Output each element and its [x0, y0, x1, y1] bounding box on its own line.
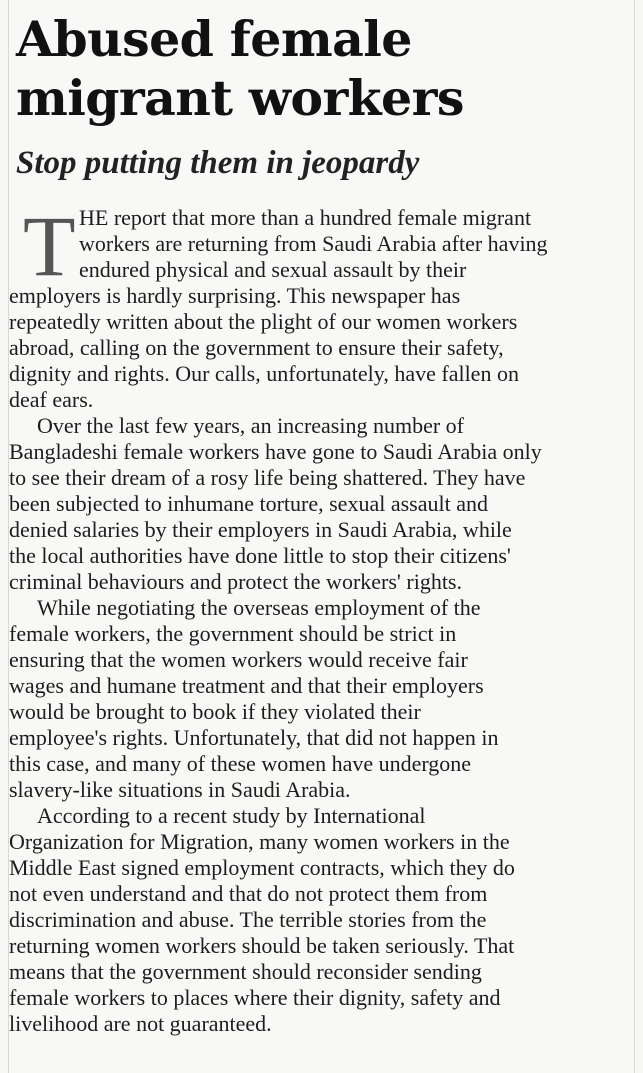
- article-line: been subjected to inhumane torture, sexual assault and: [9, 491, 488, 516]
- subheadline: Stop putting them in jeopardy: [16, 145, 420, 181]
- article-line: Over the last few years, an increasing number of: [37, 413, 465, 438]
- article-line: slavery-like situations in Saudi Arabia.: [9, 777, 351, 802]
- article-line: wages and humane treatment and that their employers: [9, 673, 484, 698]
- article-line: While negotiating the overseas employment of the: [37, 595, 481, 620]
- article-line: Bangladeshi female workers have gone to Saudi Arabia only: [9, 439, 542, 464]
- article-body: [9, 198, 636, 1037]
- article-line: returning women workers should be taken seriously. That: [9, 933, 515, 958]
- article-line: employee's rights. Unfortunately, that did not happen in: [9, 725, 499, 750]
- article-line: repeatedly written about the plight of our women workers: [9, 309, 518, 334]
- article-line: not even understand and that do not protect them from: [9, 881, 488, 906]
- article-line: discrimination and abuse. The terrible stories from the: [9, 907, 487, 932]
- article-line: abroad, calling on the government to ensure their safety,: [9, 335, 504, 360]
- article-line: livelihood are not guaranteed.: [9, 1011, 272, 1036]
- article-line: to see their dream of a rosy life being shattered. They have: [9, 465, 526, 490]
- article-line: this case, and many of these women have undergone: [9, 751, 472, 776]
- article-line: female workers, the government should be strict in: [9, 621, 457, 646]
- drop-cap-lines: [9, 198, 636, 294]
- article-line: ensuring that the women workers would receive fair: [9, 647, 468, 672]
- article-line: According to a recent study by International: [37, 803, 426, 828]
- article-line: means that the government should reconsider sending: [9, 959, 482, 984]
- article-line: endured physical and sexual assault by their: [79, 257, 467, 282]
- article-line: workers are returning from Saudi Arabia after having: [79, 231, 548, 256]
- article-line: HE report that more than a hundred female migrant: [79, 205, 532, 230]
- drop-cap: T: [23, 198, 76, 294]
- article-line: dignity and rights. Our calls, unfortunately, have fallen on: [9, 361, 519, 386]
- article-line: female workers to places where their dignity, safety and: [9, 985, 501, 1010]
- article-line: the local authorities have done little to stop their citizens': [9, 543, 511, 568]
- article-line: deaf ears.: [9, 387, 94, 412]
- article-line: employers is hardly surprising. This newspaper has: [9, 283, 461, 308]
- article-line: Organization for Migration, many women workers in the: [9, 829, 510, 854]
- article-line: would be brought to book if they violated their: [9, 699, 421, 724]
- headline: Abused female migrant workers: [16, 10, 464, 127]
- article-line: criminal behaviours and protect the workers' rights.: [9, 569, 462, 594]
- newspaper-editorial-clipping: [8, 0, 635, 1073]
- article-line: Middle East signed employment contracts, which they do: [9, 855, 515, 880]
- article-line: denied salaries by their employers in Saudi Arabia, while: [9, 517, 512, 542]
